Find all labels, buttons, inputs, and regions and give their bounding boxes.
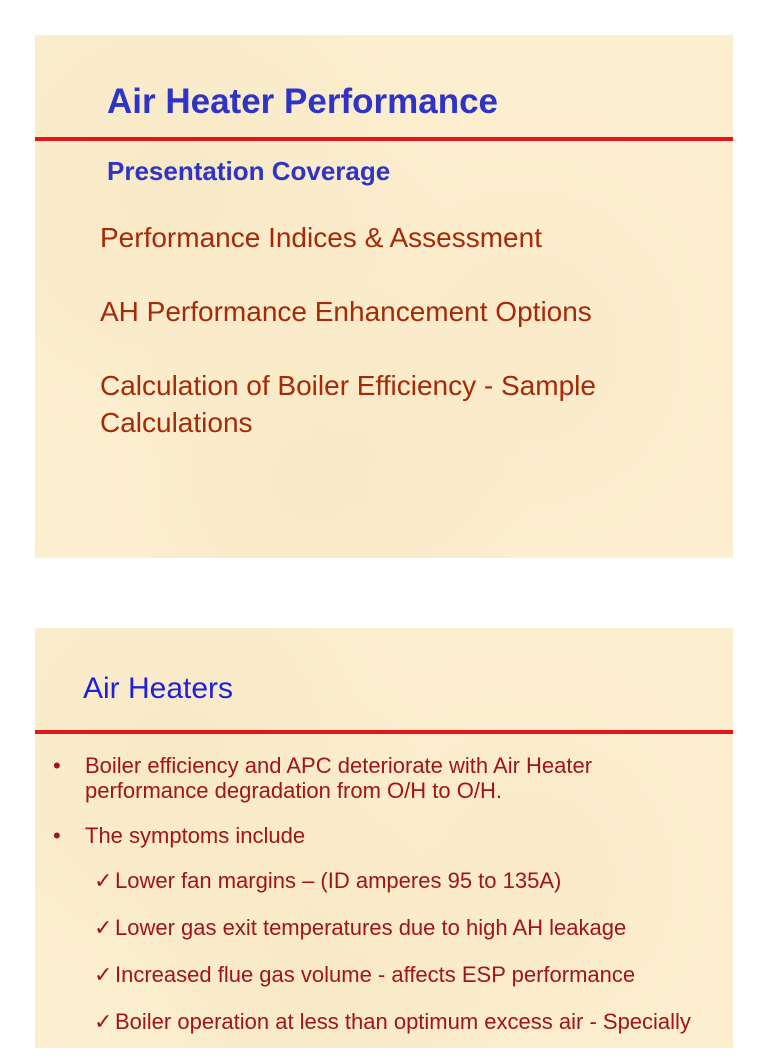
symptom-text: Increased flue gas volume - affects ESP performance xyxy=(115,962,636,987)
bullet-icon: • xyxy=(53,753,61,778)
symptom-item xyxy=(35,962,733,987)
title-divider xyxy=(35,137,733,141)
title-divider xyxy=(35,730,733,734)
slide-title: Air Heater Performance xyxy=(107,82,498,121)
checkmark-icon: ✓ xyxy=(94,915,113,940)
coverage-item: AH Performance Enhancement Options xyxy=(100,296,592,327)
bullet-text: The symptoms include xyxy=(85,823,306,848)
checkmark-icon: ✓ xyxy=(94,868,113,893)
bullet-item xyxy=(35,823,733,848)
bullet-item xyxy=(35,753,733,803)
symptom-text: Lower fan margins – (ID amperes 95 to 135A) xyxy=(115,868,562,893)
symptom-item xyxy=(35,915,733,940)
bullet-icon: • xyxy=(53,823,61,848)
coverage-list xyxy=(100,219,700,478)
slide-1 xyxy=(35,35,733,558)
symptom-item xyxy=(35,1009,733,1034)
symptom-text: Lower gas exit temperatures due to high AH leakage xyxy=(115,915,627,940)
bullet-text: Boiler efficiency and APC deteriorate with Air Heater performance degradation from O/H to O/H. xyxy=(85,753,593,803)
symptom-text: Boiler operation at less than optimum excess air - Specially xyxy=(115,1009,691,1034)
coverage-item: Performance Indices & Assessment xyxy=(100,222,542,253)
symptom-item xyxy=(35,868,733,893)
slide-subtitle: Presentation Coverage xyxy=(107,156,391,186)
coverage-item: Calculation of Boiler Efficiency - Sample Calculations xyxy=(100,370,596,438)
checkmark-icon: ✓ xyxy=(94,962,113,987)
checkmark-icon: ✓ xyxy=(94,1009,113,1034)
slide-2 xyxy=(35,628,733,1048)
bullet-list xyxy=(35,753,733,1056)
slide-title: Air Heaters xyxy=(83,672,234,705)
